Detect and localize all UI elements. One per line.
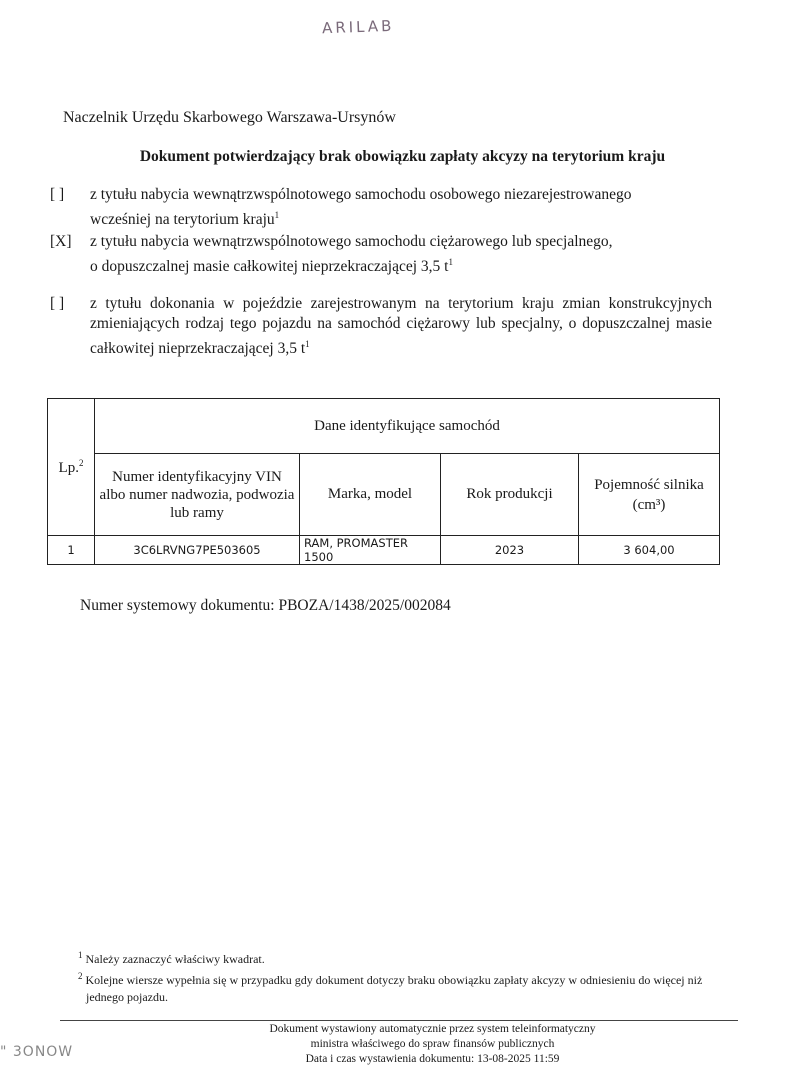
footer (0, 1022, 785, 1067)
handwritten-note: ARILAB (321, 16, 395, 38)
system-number: Numer systemowy dokumentu: PBOZA/1438/2025/002084 (80, 597, 451, 614)
table-row (48, 536, 720, 565)
footnote-ref: 1 (274, 210, 280, 220)
cell-make-model: RAM, PROMASTER 1500 (300, 536, 441, 565)
vehicle-table (47, 398, 720, 565)
header-capacity: Pojemność silnika (cm³) (579, 454, 720, 536)
footnote-ref: 1 (448, 257, 453, 267)
header-make-model: Marka, model (300, 454, 441, 536)
stamp-fragment: " 3ONOW (0, 1044, 74, 1060)
cell-lp: 1 (48, 536, 95, 565)
option-passenger-car (50, 185, 712, 230)
footer-line-3: Data i czas wystawienia dokumentu: 13-08-2025 11:59 (305, 1053, 560, 1065)
checkbox-passenger-car: [ ] (50, 186, 65, 203)
option-text: z tytułu nabycia wewnątrzwspólnotowego samochodu ciężarowego lub specjalnego, (90, 233, 613, 250)
footnotes (78, 947, 718, 1006)
option-text: z tytułu nabycia wewnątrzwspólnotowego samochodu osobowego niezarejestrowanego (90, 186, 632, 203)
header-lp: Lp.$^2$ (48, 399, 95, 536)
footer-line-2: ministra właściwego do spraw finansów publicznych (310, 1038, 555, 1050)
footnote-1: $^1$ Należy zaznaczyć właściwy kwadrat. (78, 950, 265, 966)
header-group: Dane identyfikujące samochód (95, 399, 720, 454)
footnote-2: $^2$ Kolejne wiersze wypełnia się w przypadku gdy dokument dotyczy braku obowiązku zapłaty akcyzy w odniesieniu do więcej niż jednego pojazdu. (78, 971, 703, 1004)
option-truck (50, 232, 712, 277)
footer-line-1: Dokument wystawiony automatycznie przez system teleinformatyczny (269, 1023, 596, 1035)
addressee: Naczelnik Urzędu Skarbowego Warszawa-Ursynów (63, 109, 396, 126)
footer-divider (60, 1020, 738, 1021)
option-conversion (50, 294, 712, 359)
header-vin: Numer identyfikacyjny VIN albo numer nadwozia, podwozia lub ramy (95, 454, 300, 536)
cell-vin: 3C6LRVNG7PE503605 (95, 536, 300, 565)
option-text: z tytułu dokonania w pojeździe zarejestrowanym na terytorium kraju zmian konstrukcyjnych zmieniających rodzaj tego pojazdu na samochód ciężarowy lub specjalny, o dopuszczalnej masie całkowitej nieprzekraczającej 3,5 t (90, 295, 712, 358)
checkbox-truck: [X] (50, 233, 72, 250)
option-text-cont: wcześniej na terytorium kraju (90, 211, 275, 229)
header-year: Rok produkcji (441, 454, 579, 536)
option-text-cont: o dopuszczalnej masie całkowitej nieprzekraczającej 3,5 t (90, 258, 449, 276)
cell-capacity: 3 604,00 (579, 536, 720, 565)
cell-year: 2023 (441, 536, 579, 565)
document-title: Dokument potwierdzający brak obowiązku zapłaty akcyzy na terytorium kraju (139, 148, 666, 165)
checkbox-conversion: [ ] (50, 295, 65, 312)
footnote-ref: 1 (305, 339, 310, 349)
